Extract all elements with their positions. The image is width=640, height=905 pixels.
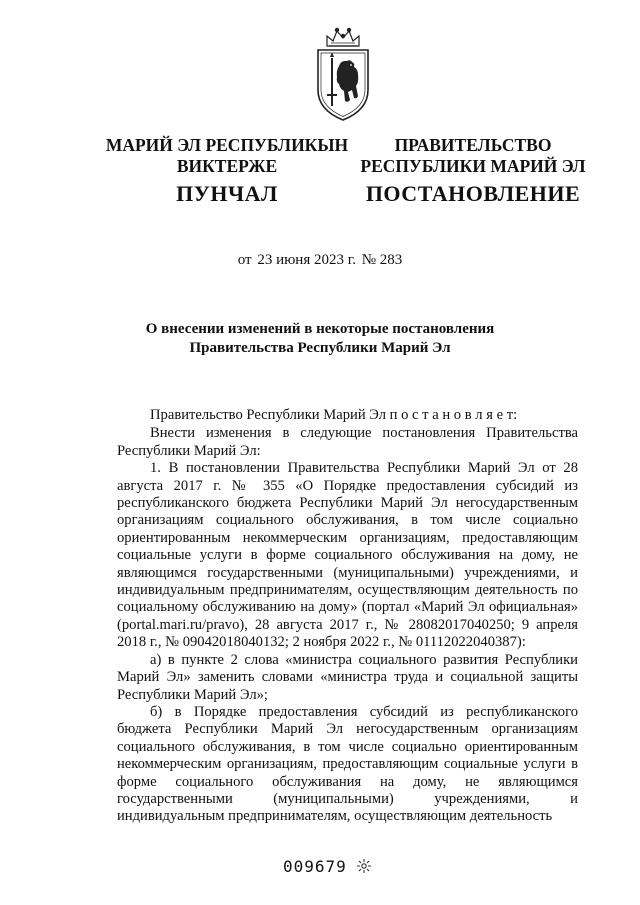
title-line1: О внесении изменений в некоторые постановления xyxy=(145,321,495,337)
header-right-doc-type: ПОСТАНОВЛЕНИЕ xyxy=(365,181,581,206)
body-paragraph-3: 1. В постановлении Правительства Республики Марий Эл от 28 августа 2017 г. № 355 «О Порядке предоставления субсидий из республиканского бюджета Республики Марий Эл негосударственным организациям социального обслуживания, в том числе социально ориентированным некоммерческим организациям, предоставляющим социальные услуги в форме социального обслуживания на дому, не являющимся государственными (муниципальными) учреждениями, и индивидуальным предпринимателям, осуществляющим деятельность по социальному обслуживанию на дому» (портал «Марий Эл официальная» (portal.mari.ru/pravo), 28 августа 2017 г., № 28082017040250; 9 апреля 2018 г., № 09042018040132; 2 ноября 2022 г., № 01112022040387): xyxy=(117,460,578,651)
footer-serial-number: 009679 xyxy=(283,857,347,876)
document-body xyxy=(117,407,578,826)
header-left-doc-type: ПУНЧАЛ xyxy=(176,181,278,206)
date-number-line xyxy=(0,252,640,269)
document-title xyxy=(0,320,640,358)
body-paragraph-2: Внести изменения в следующие постановления Правительства Республики Марий Эл: xyxy=(117,425,578,459)
header-right-line1: ПРАВИТЕЛЬСТВО xyxy=(394,135,552,155)
document-date: 23 июня 2023 г. xyxy=(257,252,356,268)
document-number: № 283 xyxy=(361,252,403,268)
header-left-line1: МАРИЙ ЭЛ РЕСПУБЛИКЫН xyxy=(105,135,349,155)
sun-ornament-icon xyxy=(356,858,372,874)
header-left-block xyxy=(92,135,362,204)
title-line2: Правительства Республики Марий Эл xyxy=(189,340,451,356)
body-paragraph-4: а) в пункте 2 слова «министра социального развития Республики Марий Эл» заменить словами «министра труда и социальной защиты Республики Марий Эл»; xyxy=(117,651,578,703)
header-left-line2: ВИКТЕРЖЕ xyxy=(176,156,278,176)
body-paragraph-5: б) в Порядке предоставления субсидий из республиканского бюджета Республики Марий Эл негосударственным организациям социального обслуживания, в том числе социально ориентированным некоммерческим организациям, предоставляющим социальные услуги в форме социального обслуживания на дому, не являющимся государственными (муниципальными) учреждениями, и индивидуальным предпринимателям, осуществляющим деятельность xyxy=(117,703,578,825)
date-prefix: от xyxy=(237,252,252,268)
body-paragraph-1: Правительство Республики Марий Эл п о с т а н о в л я е т: xyxy=(150,407,518,423)
header-right-block xyxy=(338,135,608,204)
header-right-line2: РЕСПУБЛИКИ МАРИЙ ЭЛ xyxy=(360,156,586,176)
mari-el-coat-of-arms-icon xyxy=(315,24,371,122)
